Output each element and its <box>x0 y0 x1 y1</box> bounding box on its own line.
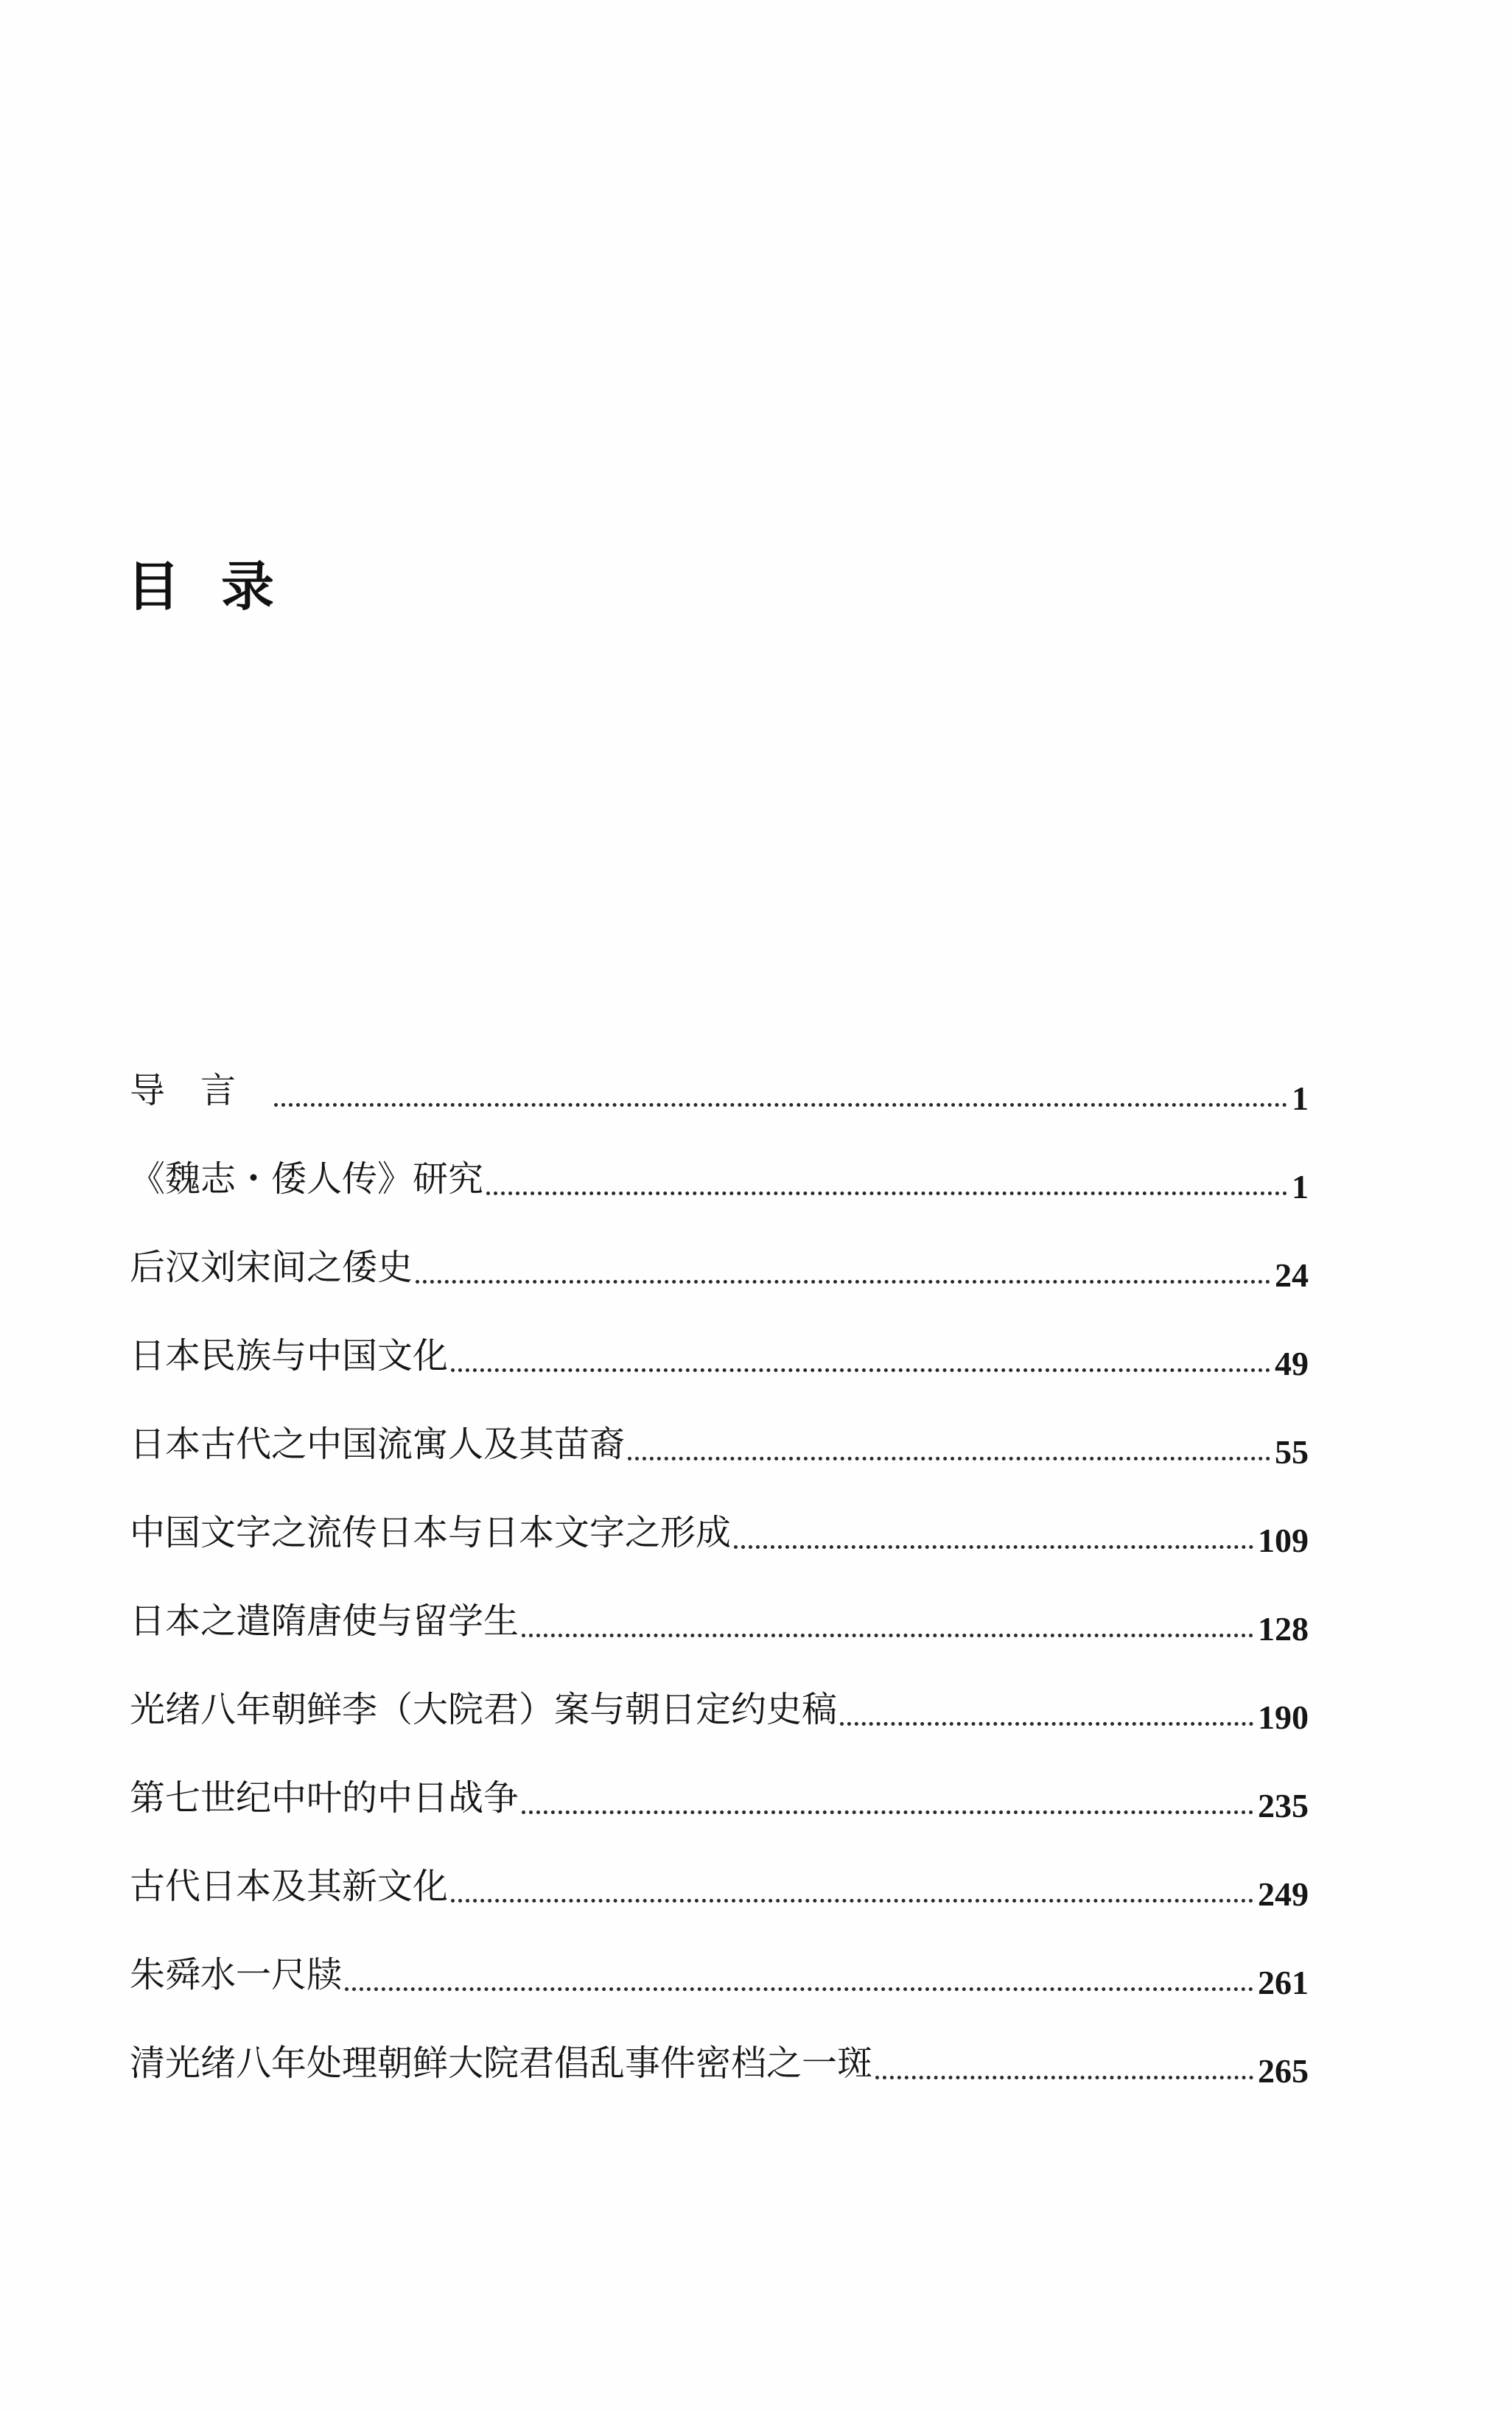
dot-leader <box>486 1191 1287 1195</box>
toc-entry-title: 《魏志・倭人传》研究 <box>130 1158 484 1200</box>
dot-leader <box>345 1987 1253 1991</box>
toc-entry-page: 235 <box>1258 1787 1309 1824</box>
toc-entry <box>130 1992 1309 2090</box>
toc-entry-page: 1 <box>1292 1079 1309 1117</box>
toc-entry-title: 古代日本及其新文化 <box>130 1866 449 1907</box>
toc-entry <box>130 1904 1309 2001</box>
toc-entry-title: 光绪八年朝鲜李（大院君）案与朝日定约史稿 <box>130 1689 838 1730</box>
toc-entry <box>130 1727 1309 1824</box>
toc-entry-title: 日本民族与中国文化 <box>130 1335 449 1376</box>
dot-leader <box>840 1722 1253 1726</box>
dot-leader <box>274 1103 1287 1107</box>
toc-entry-title: 日本古代之中国流寓人及其苗裔 <box>130 1424 626 1465</box>
toc-entry-title: 第七世纪中叶的中日战争 <box>130 1777 519 1819</box>
toc-entry-title: 导言 <box>130 1070 272 1111</box>
dot-leader <box>875 2076 1253 2079</box>
toc-entry-page: 24 <box>1275 1256 1309 1294</box>
toc-entry <box>130 1197 1309 1294</box>
table-of-contents <box>130 1020 1309 2090</box>
dot-leader <box>451 1899 1253 1903</box>
toc-entry <box>130 1108 1309 1206</box>
toc-entry-page: 265 <box>1258 2052 1309 2090</box>
toc-entry <box>130 1020 1309 1117</box>
toc-entry-page: 55 <box>1275 1433 1309 1471</box>
toc-entry <box>130 1374 1309 1471</box>
toc-entry <box>130 1285 1309 1382</box>
toc-entry-title: 日本之遣隋唐使与留学生 <box>130 1600 519 1642</box>
dot-leader <box>416 1280 1270 1284</box>
toc-entry <box>130 1816 1309 1913</box>
toc-entry-page: 249 <box>1258 1875 1309 1913</box>
page-title: 目录 <box>127 556 316 618</box>
toc-entry <box>130 1550 1309 1648</box>
toc-entry-title: 朱舜水一尺牍 <box>130 1954 343 1995</box>
toc-entry-page: 128 <box>1258 1610 1309 1648</box>
toc-entry-page: 49 <box>1275 1345 1309 1382</box>
toc-entry <box>130 1639 1309 1736</box>
toc-entry-page: 190 <box>1258 1698 1309 1736</box>
toc-entry-page: 109 <box>1258 1522 1309 1559</box>
dot-leader <box>522 1634 1253 1637</box>
toc-entry-title: 后汉刘宋间之倭史 <box>130 1247 413 1288</box>
dot-leader <box>734 1545 1253 1549</box>
dot-leader <box>628 1457 1270 1460</box>
toc-entry-title: 清光绪八年处理朝鲜大院君倡乱事件密档之一斑 <box>130 2043 873 2084</box>
dot-leader <box>451 1368 1270 1372</box>
dot-leader <box>522 1810 1253 1814</box>
toc-entry-title: 中国文字之流传日本与日本文字之形成 <box>130 1512 732 1553</box>
toc-entry <box>130 1462 1309 1559</box>
toc-entry-page: 261 <box>1258 1964 1309 2001</box>
toc-entry-page: 1 <box>1292 1168 1309 1206</box>
